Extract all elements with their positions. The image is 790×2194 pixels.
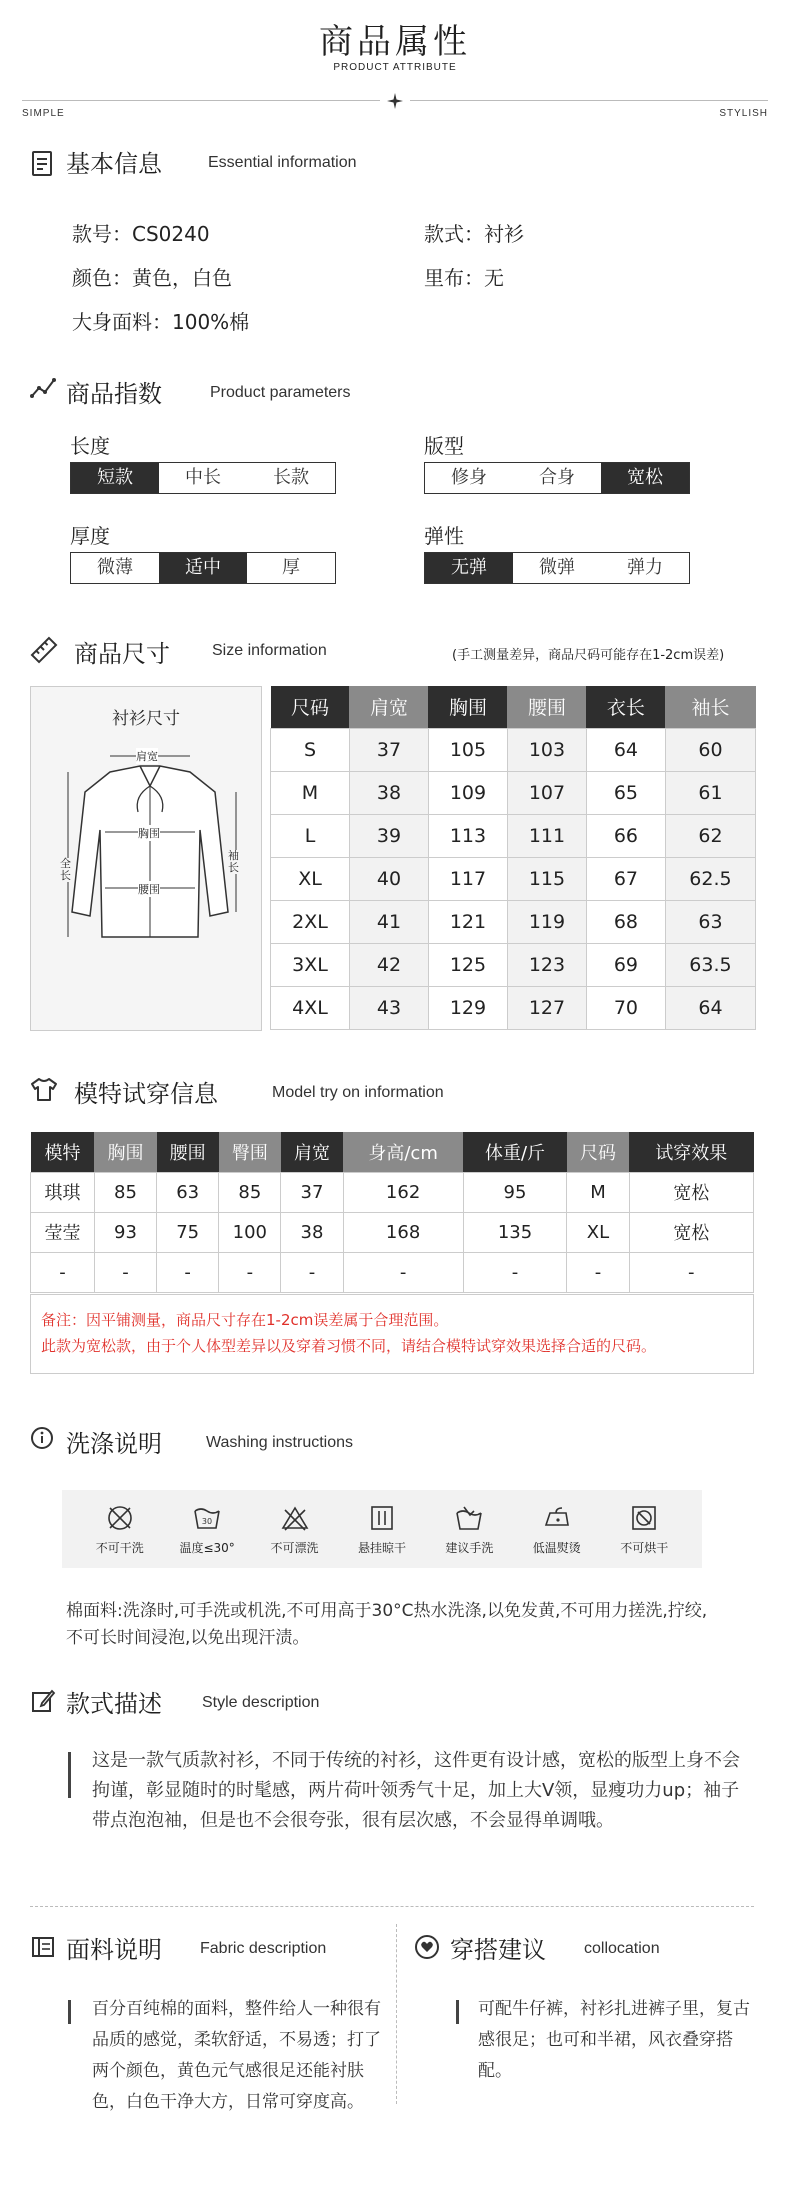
param-option: 修身 — [451, 467, 487, 488]
size-cell: 129 — [428, 986, 507, 1029]
diagram-chest-label: 胸围 — [138, 827, 160, 840]
basic-section-title: 基本信息 — [66, 150, 162, 178]
model-section-title: 模特试穿信息 — [74, 1080, 218, 1108]
size-cell: 115 — [507, 857, 586, 900]
size-cell: 107 — [507, 771, 586, 814]
elasticity-selector — [424, 552, 690, 584]
size-cell: 63.5 — [665, 943, 755, 986]
size-cell: 64 — [586, 728, 665, 771]
model-cell: 63 — [157, 1172, 219, 1212]
param-option: 弹力 — [627, 557, 663, 578]
table-row — [271, 771, 756, 814]
model-cell: - — [31, 1252, 95, 1292]
param-option: 短款 — [71, 463, 159, 493]
size-cell: 70 — [586, 986, 665, 1029]
wash-30-icon — [192, 1503, 222, 1533]
wash-item — [433, 1503, 505, 1556]
size-cell: 43 — [349, 986, 428, 1029]
table-row — [271, 857, 756, 900]
size-cell: 60 — [665, 728, 755, 771]
size-cell: 42 — [349, 943, 428, 986]
table-row — [271, 943, 756, 986]
model-column-header: 尺码 — [567, 1132, 629, 1172]
document-icon — [30, 150, 58, 178]
param-option: 宽松 — [601, 463, 689, 493]
collocation-description: 可配牛仔裤，衬衫扎进裤子里，复古感很足；也可和半裙，风衣叠穿搭配。 — [478, 1999, 750, 2081]
diagram-length-label: 全长 — [60, 857, 71, 882]
wash-item — [171, 1503, 243, 1556]
diagram-shoulder-label: 肩宽 — [136, 750, 158, 763]
shirt-diagram — [50, 752, 250, 966]
model-cell: 93 — [94, 1212, 156, 1252]
size-cell: 66 — [586, 814, 665, 857]
thickness-selector — [70, 552, 336, 584]
wash-section-subtitle: Washing instructions — [206, 1434, 354, 1451]
book-icon — [30, 1934, 58, 1962]
lining-info: 里布：无 — [424, 266, 504, 290]
svg-text:30: 30 — [202, 1516, 213, 1526]
model-cell: - — [281, 1252, 343, 1292]
param-option: 合身 — [539, 467, 575, 488]
page-title: 商品属性 — [319, 22, 471, 62]
low-iron-icon — [542, 1503, 572, 1533]
table-row — [31, 1172, 754, 1212]
dashed-divider — [30, 1906, 754, 1907]
model-column-header: 腰围 — [157, 1132, 219, 1172]
model-cell: 宽松 — [629, 1212, 753, 1252]
collocation-section-subtitle: collocation — [584, 1940, 660, 1957]
model-cell: 75 — [157, 1212, 219, 1252]
style-accent-bar — [68, 1752, 71, 1798]
param-option: 无弹 — [425, 553, 513, 583]
size-cell: 37 — [349, 728, 428, 771]
thickness-label: 厚度 — [70, 524, 110, 548]
measurement-note: (手工测量差异，商品尺码可能存在1-2cm误差) — [452, 648, 725, 663]
vertical-divider — [396, 1924, 397, 2104]
table-row — [31, 1252, 754, 1292]
model-cell: XL — [567, 1212, 629, 1252]
model-cell: 135 — [463, 1212, 567, 1252]
compass-icon — [386, 92, 404, 110]
params-section-title: 商品指数 — [66, 380, 162, 408]
header-divider-right — [410, 100, 768, 101]
model-cell: - — [157, 1252, 219, 1292]
length-label: 长度 — [70, 434, 110, 458]
header-divider-left — [22, 100, 380, 101]
style-description: 这是一款气质款衬衫，不同于传统的衬衫，这件更有设计感，宽松的版型上身不会拘谨，彰显随时的时髦感，两片荷叶领秀气十足，加上大V领，显瘦功力up；袖子带点泡泡袖，但是也不会很夸张，很有层次感，不会显得单调哦。 — [92, 1750, 740, 1831]
wash-label: 不可烘干 — [620, 1540, 669, 1555]
model-cell: 162 — [343, 1172, 463, 1212]
size-cell: 62.5 — [665, 857, 755, 900]
model-note-2: 此款为宽松款，由于个人体型差异以及穿着习惯不同，请结合模特试穿效果选择合适的尺码。 — [41, 1337, 657, 1355]
wash-item — [346, 1503, 418, 1556]
tshirt-icon — [30, 1076, 58, 1104]
size-cell: 67 — [586, 857, 665, 900]
model-cell: 38 — [281, 1212, 343, 1252]
fit-label: 版型 — [424, 434, 464, 458]
table-row — [271, 900, 756, 943]
table-row — [271, 986, 756, 1029]
table-row — [271, 728, 756, 771]
size-cell: 62 — [665, 814, 755, 857]
size-cell: S — [271, 728, 350, 771]
size-column-header: 腰围 — [507, 686, 586, 728]
diagram-sleeve-label: 袖长 — [228, 849, 239, 874]
param-option: 微薄 — [97, 557, 133, 578]
size-cell: 68 — [586, 900, 665, 943]
wash-label: 建议手洗 — [445, 1540, 494, 1555]
trend-icon — [30, 376, 58, 404]
size-cell: 2XL — [271, 900, 350, 943]
no-bleach-icon — [280, 1503, 310, 1533]
param-option: 中长 — [185, 467, 221, 488]
model-column-header: 体重/斤 — [463, 1132, 567, 1172]
model-cell: - — [567, 1252, 629, 1292]
tag-simple: SIMPLE — [22, 108, 65, 119]
wash-item — [259, 1503, 331, 1556]
param-option: 微弹 — [539, 557, 575, 578]
size-cell: 65 — [586, 771, 665, 814]
model-column-header: 身高/cm — [343, 1132, 463, 1172]
size-cell: 119 — [507, 900, 586, 943]
wash-label: 不可干洗 — [95, 1540, 144, 1555]
collocation-section-title: 穿搭建议 — [450, 1936, 546, 1964]
model-cell: - — [343, 1252, 463, 1292]
size-cell: 113 — [428, 814, 507, 857]
size-column-header: 袖长 — [665, 686, 755, 728]
diagram-title: 衬衫尺寸 — [112, 709, 180, 729]
model-cell: 宽松 — [629, 1172, 753, 1212]
size-column-header: 衣长 — [586, 686, 665, 728]
fabric-section-subtitle: Fabric description — [200, 1940, 327, 1957]
model-cell: 100 — [219, 1212, 281, 1252]
wash-label: 不可漂洗 — [270, 1540, 319, 1555]
fabric-section-title: 面料说明 — [66, 1936, 162, 1964]
fabric-description: 百分百纯棉的面料，整件给人一种很有品质的感觉，柔软舒适，不易透；打了两个颜色，黄色元气感很足还能衬肤色，白色干净大方，日常可穿度高。 — [92, 1999, 381, 2112]
size-cell: 4XL — [271, 986, 350, 1029]
model-section-subtitle: Model try on information — [272, 1084, 444, 1101]
wash-section-title: 洗涤说明 — [66, 1430, 162, 1458]
model-cell: 95 — [463, 1172, 567, 1212]
param-option: 厚 — [282, 557, 300, 578]
color-info: 颜色：黄色，白色 — [72, 266, 232, 290]
table-row — [271, 814, 756, 857]
page-subtitle: PRODUCT ATTRIBUTE — [333, 62, 457, 73]
size-cell: 38 — [349, 771, 428, 814]
size-cell: XL — [271, 857, 350, 900]
model-note-box — [30, 1294, 754, 1374]
param-option: 长款 — [273, 467, 309, 488]
heart-icon — [414, 1934, 442, 1962]
basic-section-subtitle: Essential information — [208, 154, 357, 171]
size-cell: 40 — [349, 857, 428, 900]
style-section-subtitle: Style description — [202, 1694, 320, 1711]
size-cell: 103 — [507, 728, 586, 771]
wash-icons-panel — [62, 1490, 702, 1568]
wash-label: 悬挂晾干 — [357, 1540, 406, 1555]
model-note-1: 备注：因平铺测量，商品尺寸存在1-2cm误差属于合理范围。 — [41, 1311, 449, 1329]
edit-icon — [30, 1688, 58, 1716]
model-cell: - — [94, 1252, 156, 1292]
size-cell: 105 — [428, 728, 507, 771]
hang-dry-icon — [367, 1503, 397, 1533]
size-cell: 123 — [507, 943, 586, 986]
size-cell: 111 — [507, 814, 586, 857]
model-cell: - — [219, 1252, 281, 1292]
size-cell: 109 — [428, 771, 507, 814]
wash-item — [84, 1503, 156, 1556]
size-cell: 3XL — [271, 943, 350, 986]
table-row — [31, 1212, 754, 1252]
ruler-icon — [30, 636, 58, 664]
size-cell: 63 — [665, 900, 755, 943]
info-icon — [30, 1426, 58, 1454]
size-cell: 121 — [428, 900, 507, 943]
model-cell: 85 — [219, 1172, 281, 1212]
style-number: 款号：CS0240 — [72, 222, 210, 246]
wash-description: 棉面料:洗涤时,可手洗或机洗,不可用高于30°C热水洗涤,以免发黄,不可用力搓洗,拧绞,不可长时间浸泡,以免出现汗渍。 — [66, 1601, 708, 1648]
size-cell: 117 — [428, 857, 507, 900]
hand-wash-icon — [454, 1503, 484, 1533]
size-cell: 64 — [665, 986, 755, 1029]
size-cell: 39 — [349, 814, 428, 857]
size-cell: 125 — [428, 943, 507, 986]
size-column-header: 尺码 — [271, 686, 350, 728]
size-cell: 41 — [349, 900, 428, 943]
size-table — [270, 686, 756, 1030]
model-cell: 莹莹 — [31, 1212, 95, 1252]
wash-label: 温度≤30° — [179, 1540, 235, 1555]
model-cell: 37 — [281, 1172, 343, 1212]
param-option: 适中 — [159, 553, 247, 583]
elasticity-label: 弹性 — [424, 524, 464, 548]
model-cell: 168 — [343, 1212, 463, 1252]
wash-item — [608, 1503, 680, 1556]
size-cell: 127 — [507, 986, 586, 1029]
length-selector — [70, 462, 336, 494]
model-column-header: 试穿效果 — [629, 1132, 753, 1172]
size-column-header: 肩宽 — [349, 686, 428, 728]
model-column-header: 肩宽 — [281, 1132, 343, 1172]
model-table — [30, 1132, 754, 1293]
model-cell: 85 — [94, 1172, 156, 1212]
size-section-title: 商品尺寸 — [74, 640, 170, 668]
size-section-subtitle: Size information — [212, 642, 327, 659]
no-tumble-dry-icon — [629, 1503, 659, 1533]
wash-item — [521, 1503, 593, 1556]
model-cell: M — [567, 1172, 629, 1212]
diagram-waist-label: 腰围 — [138, 883, 160, 896]
no-dry-clean-icon — [105, 1503, 135, 1533]
collocation-accent-bar — [456, 2000, 459, 2024]
size-cell: M — [271, 771, 350, 814]
size-cell: L — [271, 814, 350, 857]
model-cell: - — [629, 1252, 753, 1292]
model-cell: - — [463, 1252, 567, 1292]
model-column-header: 胸围 — [94, 1132, 156, 1172]
tag-stylish: STYLISH — [719, 108, 768, 119]
fit-selector — [424, 462, 690, 494]
model-column-header: 模特 — [31, 1132, 95, 1172]
params-section-subtitle: Product parameters — [210, 384, 351, 401]
fabric-info: 大身面料：100%棉 — [72, 310, 250, 334]
fabric-accent-bar — [68, 2000, 71, 2024]
model-cell: 琪琪 — [31, 1172, 95, 1212]
style-type: 款式：衬衫 — [424, 222, 524, 246]
style-section-title: 款式描述 — [66, 1690, 162, 1718]
size-cell: 61 — [665, 771, 755, 814]
wash-label: 低温熨烫 — [532, 1540, 581, 1555]
size-column-header: 胸围 — [428, 686, 507, 728]
model-column-header: 臀围 — [219, 1132, 281, 1172]
size-cell: 69 — [586, 943, 665, 986]
